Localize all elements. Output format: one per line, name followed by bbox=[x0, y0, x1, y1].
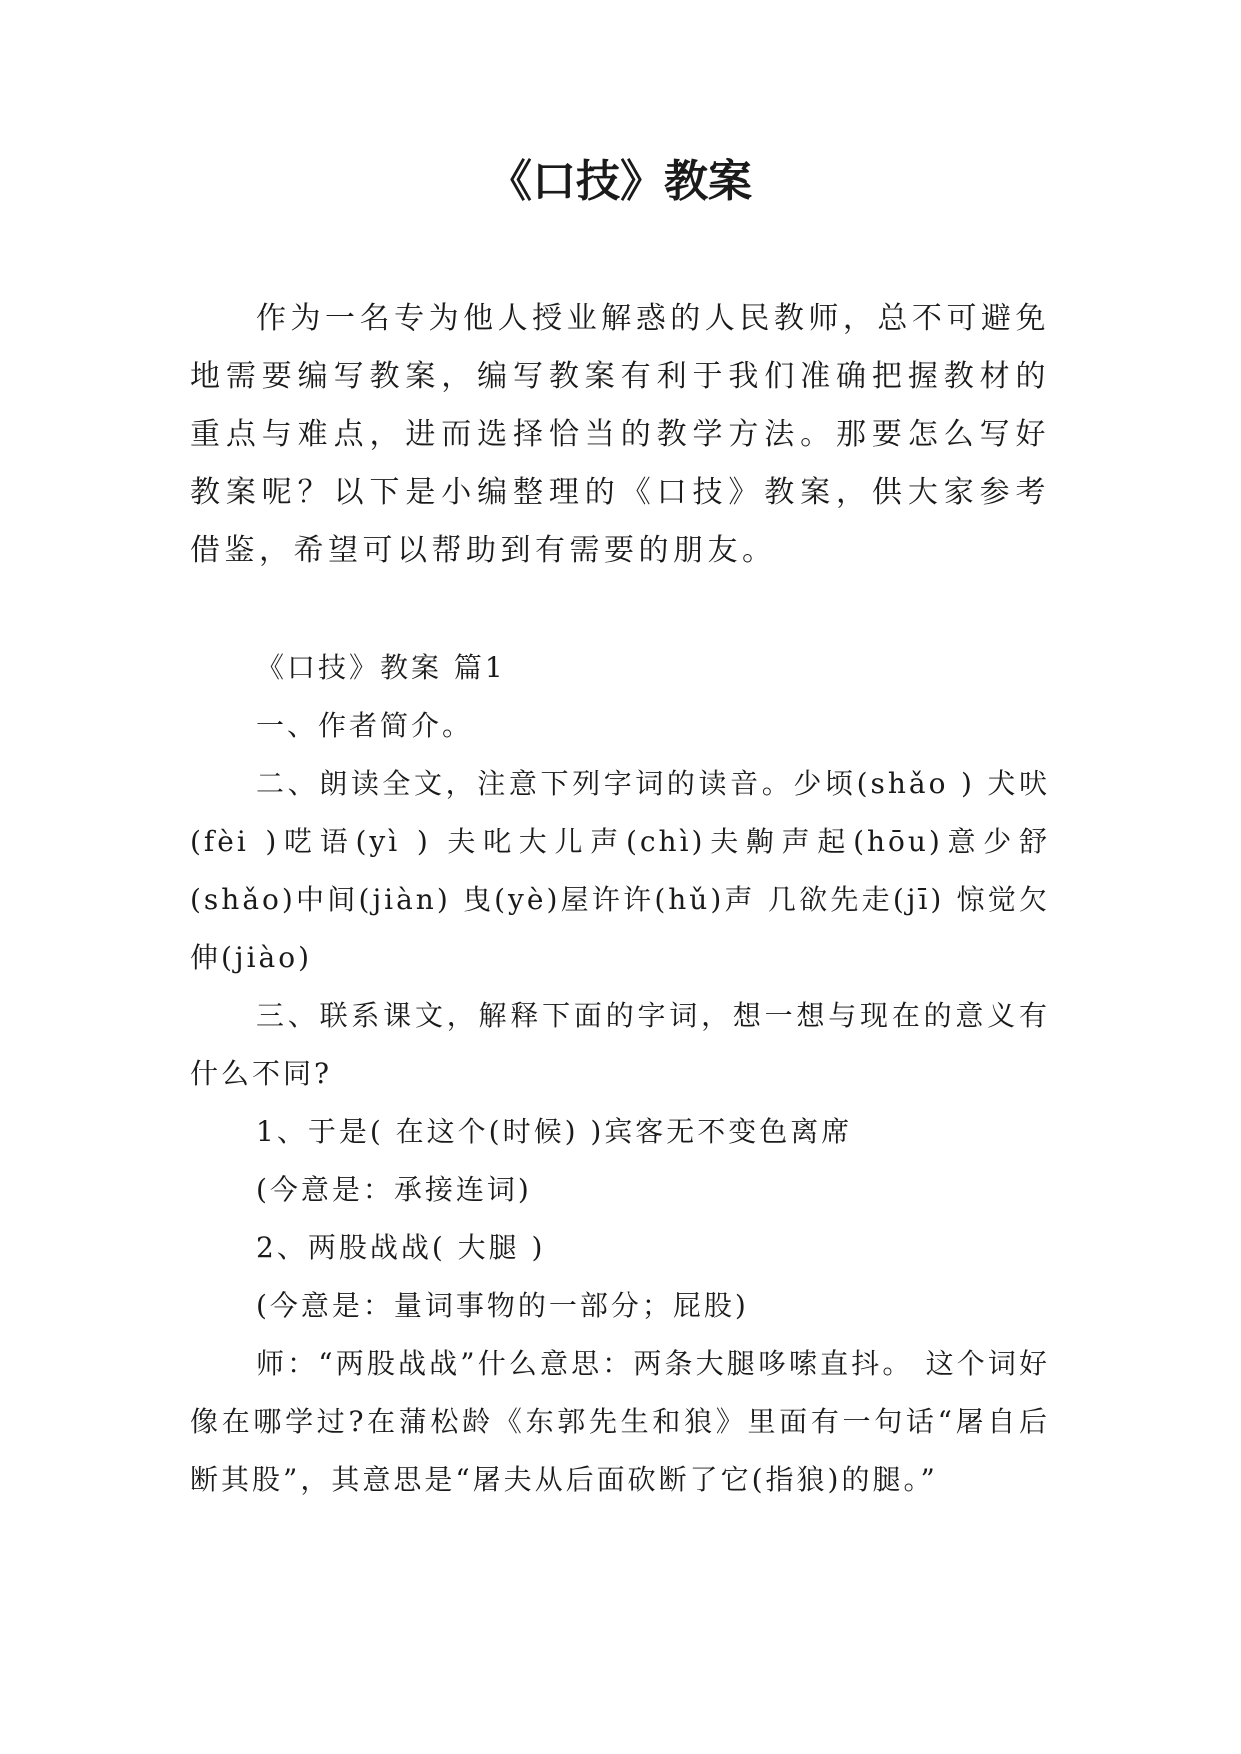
paragraph-teacher-note: 师：“两股战战”什么意思：两条大腿哆嗦直抖。 这个词好像在哪学过?在蒲松龄《东郭先生和狼》里面有一句话“屠自后断其股”，其意思是“屠夫从后面砍断了它(指狼)的腿。” bbox=[190, 1347, 1050, 1496]
paragraph-vocabulary-task: 三、联系课文，解释下面的字词，想一想与现在的意义有什么不同? bbox=[190, 999, 1050, 1090]
paragraph-item-1: 1、于是( 在这个(时候) )宾客无不变色离席 bbox=[256, 1115, 853, 1148]
paragraph-item-2: 2、两股战战( 大腿 ) bbox=[256, 1231, 546, 1264]
document-title: 《口技》教案 bbox=[488, 156, 752, 207]
paragraph-item-1-note: (今意是：承接连词) bbox=[256, 1173, 532, 1206]
paragraph-pronunciation: 二、朗读全文，注意下列字词的读音。少顷(shǎo ) 犬吠(fèi )呓语(yì ) 夫叱大儿声(chì)夫齁声起(hōu)意少舒 (shǎo)中间(jiàn) 曳(yè)屋许许(hǔ)声 几欲先走(jī) 惊觉欠伸(jiào) bbox=[190, 767, 1050, 974]
paragraph-item-2-note: (今意是：量词事物的一部分；屁股) bbox=[256, 1289, 749, 1322]
paragraph-author-intro: 一、作者简介。 bbox=[256, 709, 474, 742]
intro-paragraph: 作为一名专为他人授业解惑的人民教师，总不可避免地需要编写教案，编写教案有利于我们准确把握教材的重点与难点，进而选择恰当的教学方法。那要怎么写好教案呢？以下是小编整理的《口技》教案，供大家参考借鉴，希望可以帮助到有需要的朋友。 bbox=[190, 301, 1050, 568]
section-heading: 《口技》教案 篇1 bbox=[256, 651, 506, 684]
document-body bbox=[190, 639, 1050, 1509]
